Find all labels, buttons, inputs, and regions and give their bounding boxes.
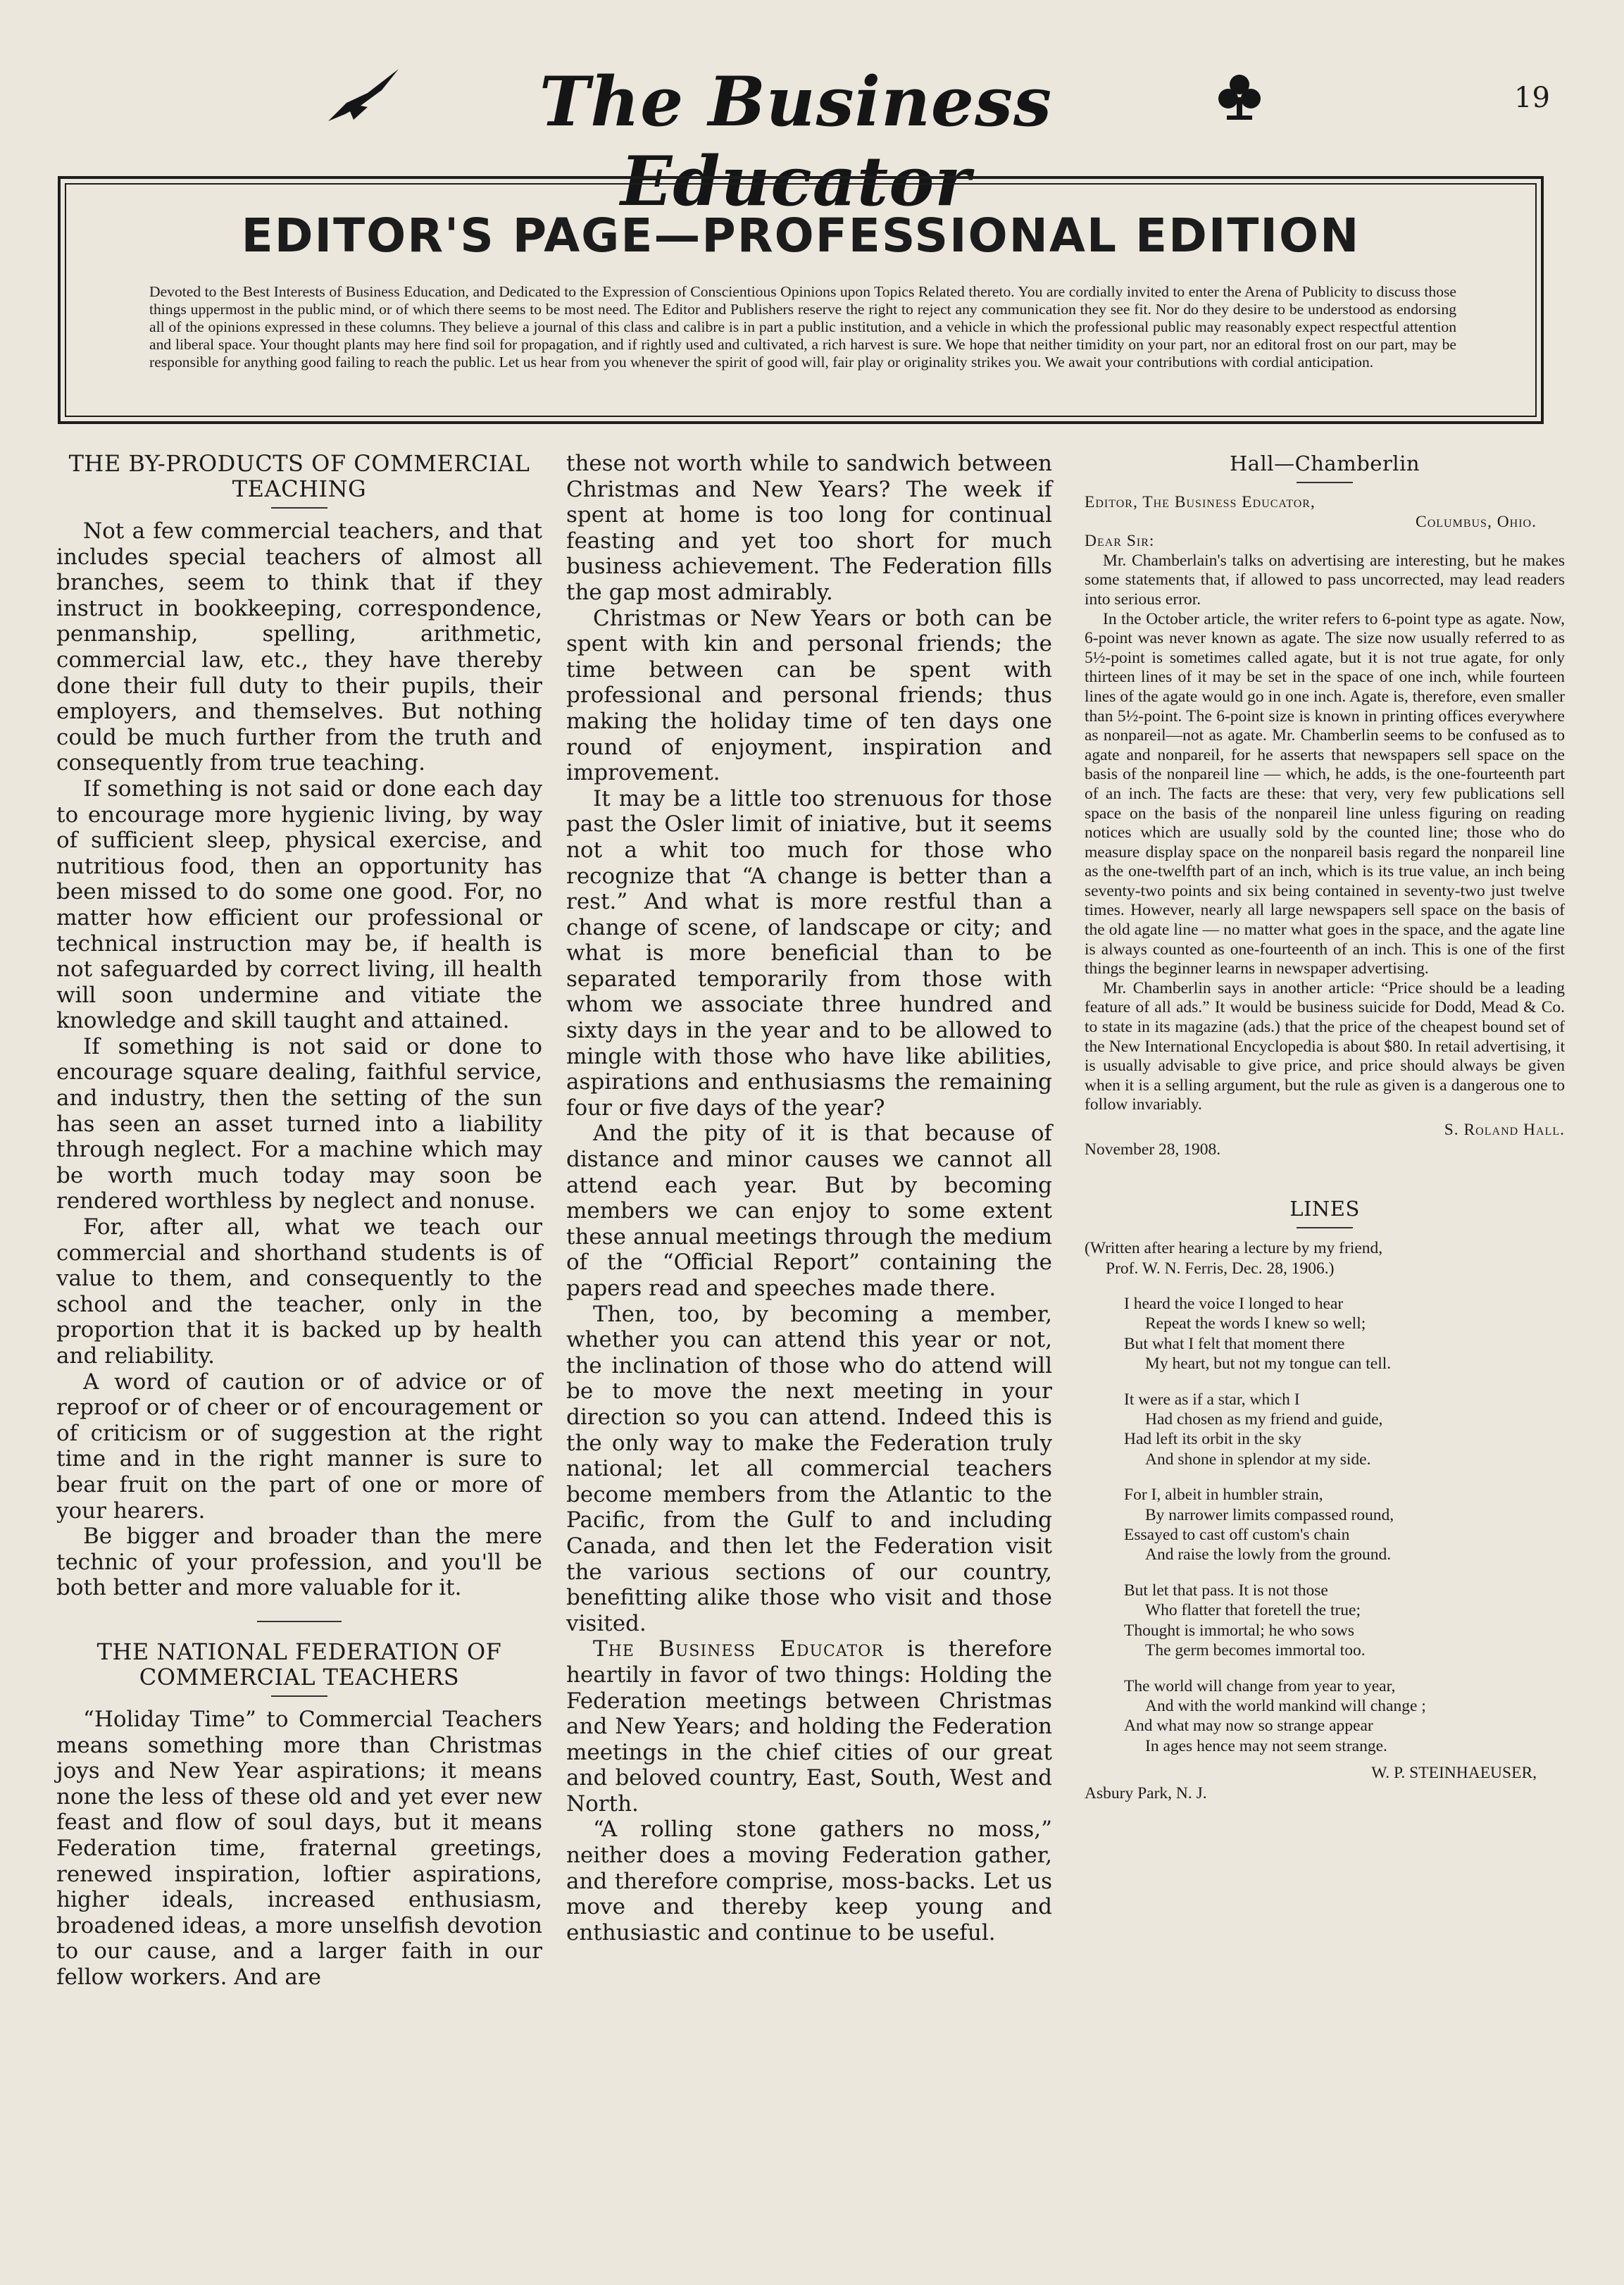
paragraph: [566, 1636, 1052, 1817]
poem-line: The germ becomes immortal too.: [1145, 1641, 1366, 1660]
poem-line: Who flatter that foretell the true;: [1145, 1601, 1361, 1620]
poem-stanza: [1124, 1676, 1565, 1757]
paragraph: Mr. Chamberlin says in another article: “Price should be a leading feature of all ads.” It would be business suicide for Dodd, Mead & Co. to state in its magazine (ads.) that the price of the cheapest bound set of the New International Encyclopedia is about $80. In retail advertising, it is usually advisable to give price, and price should always be given when it is a selling argument, but the rule as given is a dangerous one to follow invariably.: [1085, 978, 1565, 1114]
article-title-by-products: THE BY-PRODUCTS OF COMMERCIAL TEACHING: [68, 450, 530, 502]
paragraph-text: is therefore heartily in favor of two things: Holding the Federation meetings between Christmas and New Years; and holding the Federation meetings in the chief cities of our great and beloved country, East, South, West and North.: [566, 1636, 1052, 1817]
paragraph: It may be a little too strenuous for those past the Osler limit of iniative, but it seems not a whit too much for those who recognize that “A change is better than a rest.” And what is more restful than a change of scene, of landscape or city; and what is more beneficial than to be separated temporarily from those with whom we associate three hundred and sixty days in the year and to be allowed to mingle with those who have like abilities, aspirations and enthusiasms the remaining four or five days of the year?: [566, 785, 1052, 1121]
poem-line: And what may now so strange appear: [1124, 1717, 1373, 1736]
article-body-federation-continued: [566, 451, 1052, 1945]
paragraph: And the pity of it is that because of distance and minor causes we cannot all attend each year. But by becoming members we can enjoy to some extent these annual meetings through the medium of the “Official Report” containing the papers read and speeches made there.: [566, 1121, 1052, 1301]
poem-title: LINES: [1289, 1197, 1360, 1221]
poem-line: In ages hence may not seem strange.: [1145, 1736, 1387, 1755]
poem-line: Thought is immortal; he who sows: [1124, 1621, 1355, 1640]
poem-line: But let that pass. It is not those: [1124, 1581, 1328, 1600]
poem-line: My heart, but not my tongue can tell.: [1145, 1355, 1392, 1374]
poem-note: (Written after hearing a lecture by my friend,: [1085, 1239, 1383, 1258]
paragraph: In the October article, the writer refers to 6-point type as agate. Now, 6-point was never known as agate. The size now usually referred to as 5½-point is sometimes called agate, but it is not true agate, for only thirteen lines of it may be set in the space of one inch, while fourteen lines of the agate would go in one inch. Agate is, therefore, even smaller than 5½-point. The 6-point size is known in printing offices everywhere as nonpareil—not as agate. Mr. Chamberlin seems to be confused as to agate and nonpareil, for he asserts that newspapers sell space on the basis of the nonpareil line — which, he adds, is the one-fourteenth part of an inch. The facts are these: that very, very few publications sell space on the basis of the nonpareil line unless figuring on reading notices which are usually sold by the counted line; those who do measure display space on the nonpareil basis regard the nonpareil line as the one-twelfth part of an inch, which is its true value, an inch being seventy-two points and six being contained in seventy-two just twelve times. However, nearly all large newspapers sell space on the basis of the old agate line — no matter what goes in the space, and the agate line is always counted as one-fourteenth of an inch. This is one of the first things the beginner learns in newspaper advertising.: [1085, 609, 1565, 978]
editor-page-intro: Devoted to the Best Interests of Business Education, and Dedicated to the Expression of Conscientious Opinions upon Topics Related thereto. You are cordially invited to enter the Arena of Publicity to discuss those things uppermost in the public mind, or of which there seems to be most need. The Editor and Publishers reserve the right to reject any communication they see fit. Nor do they desire to be understood as endorsing all of the opinions expressed in these columns. They believe a journal of this class and calibre is in part a public institution, and a vehicle in which the professional public may reasonably expect respectful attention and liberal space. Your thought plants may here find soil for propagation, and if rightly used and cultivated, a rich harvest is sure. We hope that neither timidity on your part, nor an editoral frost on our part, may be responsible for anything good failing to reach the public. Let us hear from you whenever the spirit of good will, fair play or originality strikes you. We await your contributions with cordial anticipation.: [149, 283, 1456, 371]
letter-salutation: Dear Sir:: [1085, 532, 1155, 551]
poem-line: Had chosen as my friend and guide,: [1145, 1410, 1383, 1429]
poem-place: Asbury Park, N. J.: [1085, 1783, 1207, 1803]
article-body-federation: [56, 1707, 542, 1991]
poem-line: By narrower limits compassed round,: [1145, 1505, 1394, 1524]
letter-title: Hall—Chamberlin: [1229, 452, 1420, 475]
paragraph: Then, too, by becoming a member, whether you can attend this year or not, the inclination of those who do attend will be to move the next meeting in your direction so you can attend. Indeed this is the only way to make the Federation truly national; let all commercial teachers become members from the Atlantic to the Pacific, from the Gulf to and including Canada, and then let the Federation visit the various sections of our country, benefitting alike those who visit and those visited.: [566, 1301, 1052, 1636]
poem-line: And raise the lowly from the ground.: [1145, 1545, 1392, 1564]
column-1: [56, 451, 542, 1990]
masthead: [0, 62, 1624, 221]
poem-line: Had left its orbit in the sky: [1124, 1430, 1301, 1449]
letter-signature: S. Roland Hall.: [1444, 1121, 1565, 1139]
poem-line: But what I felt that moment there: [1124, 1334, 1345, 1353]
divider: [257, 1621, 342, 1622]
poem-line: The world will change from year to year,: [1124, 1676, 1396, 1695]
poem-stanza: [1124, 1294, 1565, 1374]
letter-address-city: Columbus, Ohio.: [1416, 512, 1537, 531]
poem-line: It were as if a star, which I: [1124, 1390, 1300, 1409]
poem-line: And shone in splendor at my side.: [1145, 1450, 1371, 1469]
poem-line: Essayed to cast off custom's chain: [1124, 1526, 1350, 1545]
poem: [1085, 1238, 1565, 1803]
poem-line: Repeat the words I knew so well;: [1145, 1314, 1366, 1333]
paragraph: these not worth while to sandwich between Christmas and New Years? The week if spent at home is too long for continual feasting and yet too short for much business achievement. The Federation fills the gap most admirably.: [566, 451, 1052, 605]
poem-line: For I, albeit in humbler strain,: [1124, 1486, 1323, 1505]
poem-line: I heard the voice I longed to hear: [1124, 1295, 1344, 1313]
poem-note: Prof. W. N. Ferris, Dec. 28, 1906.): [1106, 1259, 1335, 1278]
column-3: [1085, 451, 1565, 1803]
poem-stanza: [1124, 1485, 1565, 1565]
article-body-by-products: [56, 518, 542, 1601]
paragraph: “Holiday Time” to Commercial Teachers means something more than Christmas joys and New Year aspirations; it means none the less of these old and yet ever new feast and flow of soul days, but it means Federation time, fraternal greetings, renewed inspiration, loftier aspirations, higher ideals, increased enthusiasm, broadened ideas, a more unselfish devotion to our cause, and a larger faith in our fellow workers. And are: [56, 1706, 542, 1990]
divider: [1297, 1227, 1353, 1228]
paragraph: Christmas or New Years or both can be spent with kin and personal friends; the time between can be spent with professional and personal friends; thus making the holiday time of ten days one round of enjoyment, inspiration and improvement.: [566, 605, 1052, 786]
paragraph: A word of caution or of advice or of reproof or of cheer or of encouragement or of criticism or of suggestion at the right time and in the right manner is sure to bear fruit on the part of one or more of your hearers.: [56, 1369, 542, 1524]
publication-name: The Business Educator: [593, 1636, 884, 1662]
paragraph: For, after all, what we teach our commercial and shorthand students is of value to them, and consequently to the school and the teacher, only in the proportion that it is backed up by health and reliability.: [56, 1214, 542, 1369]
paragraph: “A rolling stone gathers no moss,” neither does a moving Federation gather, and therefore comprise, moss-backs. Let us move and thereby keep young and enthusiastic and continue to be useful.: [566, 1817, 1052, 1945]
divider: [271, 1695, 327, 1697]
paragraph: If something is not said or done to encourage square dealing, faithful service, and industry, then the setting of the sun has seen an asset turned into a liability through neglect. For a machine which may be worth much today may soon be rendered worthless by neglect and nonuse.: [56, 1033, 542, 1214]
paragraph: Not a few commercial teachers, and that includes special teachers of almost all branches, seem to think that if they instruct in bookkeeping, correspondence, penmanship, spelling, arithmetic, commercial law, etc., they have thereby done their full duty to their pupils, their employers, and themselves. But nothing could be much further from the truth and consequently from true teaching.: [56, 518, 542, 776]
poem-stanza: [1124, 1581, 1565, 1661]
poem-author: W. P. STEINHAEUSER,: [1371, 1764, 1537, 1783]
divider: [271, 507, 327, 509]
poem-line: And with the world mankind will change ;: [1145, 1696, 1426, 1715]
poem-stanza: [1124, 1390, 1565, 1470]
page-number: 19: [1514, 82, 1550, 114]
paragraph: Be bigger and broader than the mere technic of your profession, and you'll be both better and more valuable for it.: [56, 1524, 542, 1601]
ornament-icon: [1213, 69, 1266, 123]
letter-address: Editor, The Business Educator,: [1085, 493, 1316, 511]
masthead-title: The Business Educator: [539, 62, 1053, 221]
column-2: [566, 451, 1052, 1945]
quill-pen-icon: [325, 65, 403, 124]
editor-box: [58, 176, 1544, 424]
paragraph: Mr. Chamberlain's talks on advertising are interesting, but he makes some statements that, if allowed to pass uncorrected, may lead readers into serious error.: [1085, 551, 1565, 609]
editor-page-title: EDITOR'S PAGE—PROFESSIONAL EDITION: [241, 208, 1361, 263]
letter-body: [1085, 493, 1565, 1159]
divider: [1297, 482, 1353, 483]
article-title-federation: THE NATIONAL FEDERATION OF COMMERCIAL TEACHERS: [96, 1638, 502, 1691]
paragraph: If something is not said or done each day to encourage more hygienic living, by way of sufficient sleep, physical exercise, and nutritious food, then an opportunity has been missed to do some one good. For, no matter how efficient our professional or technical instruction may be, if health is not safeguarded by correct living, ill health will soon undermine and vitiate the knowledge and skill taught and attained.: [56, 776, 542, 1034]
letter-date: November 28, 1908.: [1085, 1140, 1221, 1159]
